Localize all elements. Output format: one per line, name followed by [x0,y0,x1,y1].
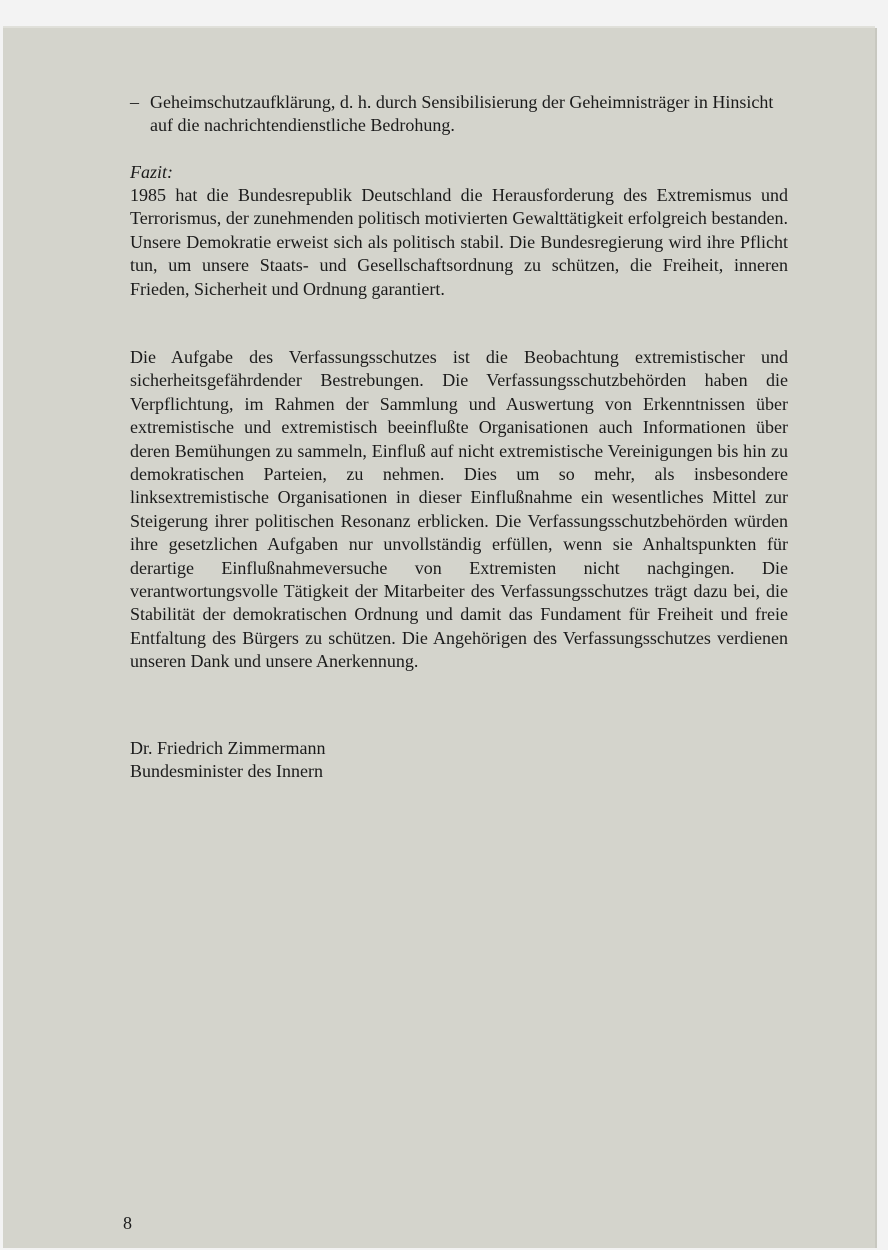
signature-name: Dr. Friedrich Zimmermann [130,738,326,758]
page-number: 8 [123,1213,132,1233]
bullet-text: Geheimschutzaufklärung, d. h. durch Sensibilisierung der Geheimnisträger in Hinsicht auf die nachrichtendienstliche Bedrohung. [150,92,774,136]
body-paragraph: Die Aufgabe des Verfassungsschutzes ist die Beobachtung extremistischer und sicherheitsgefährdender Bestrebungen. Die Verfassungsschutzbehörden haben die Verpflichtung, im Rahmen der Sammlung und Auswertung von Erkenntnissen über extremistische und extremistisch beeinflußte Organisationen auch Informationen über deren Bemühungen zu sammeln, Einfluß auf nicht extremistische Vereinigungen bis hin zu demokratischen Parteien, zu nehmen. Dies um so mehr, als insbesondere linksextremistische Organisationen in dieser Einflußnahme ein wesentliches Mittel zur Steigerung ihrer politischen Resonanz erblicken. Die Verfassungsschutzbehörden würden ihre gesetzlichen Aufgaben nur unvollständig erfüllen, wenn sie Anhaltspunkten für derartige Einflußnahmeversuche von Extremisten nicht nachgingen. Die verantwortungsvolle Tätigkeit der Mitarbeiter des Verfassungsschutzes trägt dazu bei, die Stabilität der demokratischen Ordnung und damit das Fundament für Freiheit und freie Entfaltung des Bürgers zu schützen. Die Angehörigen des Verfassungsschutzes verdienen unseren Dank und unsere Anerkennung. [130,347,788,672]
bullet-item [130,91,790,138]
signature-title: Bundesminister des Innern [130,761,323,782]
fazit-paragraph: 1985 hat die Bundesrepublik Deutschland die Herausforderung des Extremismus und Terrorismus, der zunehmenden politisch motivierten Gewalttätigkeit erfolgreich bestanden. Unsere Demokratie erweist sich als politisch stabil. Die Bundesregierung wird ihre Pflicht tun, um unsere Staats- und Gesellschaftsordnung zu schützen, die Freiheit, inneren Frieden, Sicherheit und Ordnung garantiert. [130,185,788,299]
bullet-dash: – [130,92,139,112]
fazit-heading: Fazit: [130,162,173,182]
signature-block [130,737,325,784]
